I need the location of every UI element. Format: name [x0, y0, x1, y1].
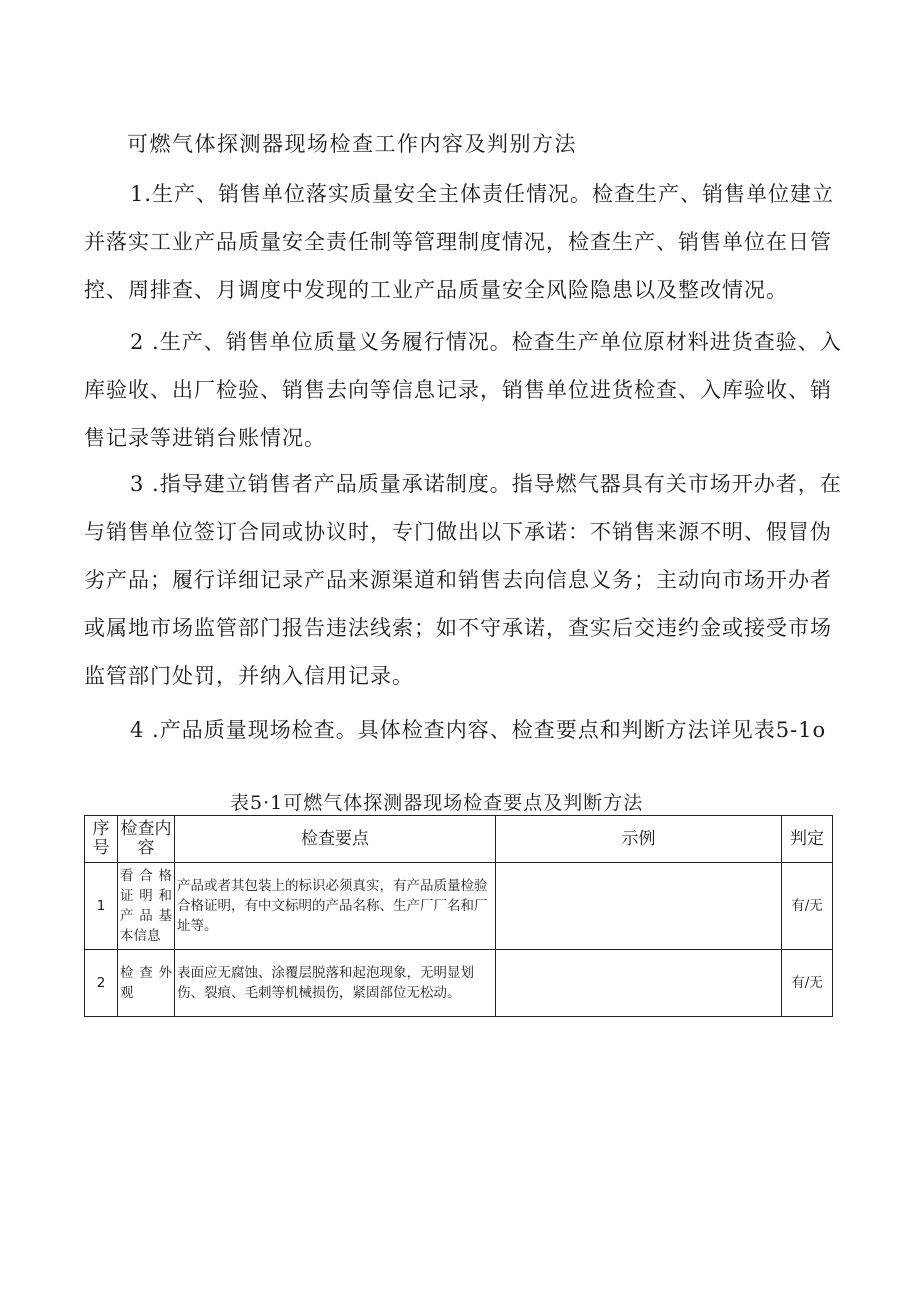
header-no: 序号 [85, 816, 118, 863]
document-heading: 可燃气体探测器现场检查工作内容及判别方法 [127, 132, 577, 156]
paragraph-3 [84, 460, 848, 700]
table-header-row [85, 816, 833, 863]
table-row [85, 863, 833, 950]
paragraph-4-text: 4 .产品质量现场检查。具体检查内容、检查要点和判断方法详见表5-1o [130, 718, 827, 742]
row-judge: 有/无 [782, 863, 833, 950]
row-point: 表面应无腐蚀、涂覆层脱落和起泡现象，无明显划伤、裂痕、毛刺等机械损伤，紧固部位无松动。 [175, 950, 496, 1017]
row-example [496, 863, 782, 950]
paragraph-3-text: 3 .指导建立销售者产品质量承诺制度。指导燃气器具有关市场开办者，在与销售单位签订合同或协议时，专门做出以下承诺：不销售来源不明、假冒伪劣产品；履行详细记录产品来源渠道和销售去向信息义务；主动向市场开办者或属地市场监管部门报告违法线索；如不守承诺，查实后交违约金或接受市场监管部门处罚，并纳入信用记录。 [84, 472, 842, 688]
row-item: 检查外观 [118, 950, 175, 1017]
row-item: 看合格证明和产品基本信息 [118, 863, 175, 950]
paragraph-4 [84, 706, 848, 754]
paragraph-2 [84, 318, 848, 462]
header-example: 示例 [496, 816, 782, 863]
row-judge: 有/无 [782, 950, 833, 1017]
header-item: 检查内容 [118, 816, 175, 863]
row-example [496, 950, 782, 1017]
header-point: 检查要点 [175, 816, 496, 863]
paragraph-1-text: 1.生产、销售单位落实质量安全主体责任情况。检查生产、销售单位建立并落实工业产品质量安全责任制等管理制度情况，检查生产、销售单位在日管控、周排查、月调度中发现的工业产品质量安全风险隐患以及整改情况。 [84, 182, 835, 302]
paragraph-2-text: 2 .生产、销售单位质量义务履行情况。检查生产单位原材料进货查验、入库验收、出厂检验、销售去向等信息记录，销售单位进货检查、入库验收、销售记录等进销台账情况。 [84, 330, 842, 450]
table-row [85, 950, 833, 1017]
inspection-table [84, 815, 833, 1017]
row-no: 2 [85, 950, 118, 1017]
row-no: 1 [85, 863, 118, 950]
header-judge: 判定 [782, 816, 833, 863]
paragraph-1 [84, 170, 848, 314]
table-title: 表5·1可燃气体探测器现场检查要点及判断方法 [230, 792, 644, 814]
row-point: 产品或者其包装上的标识必须真实，有产品质量检验合格证明，有中文标明的产品名称、生产厂厂名和厂址等。 [175, 863, 496, 950]
